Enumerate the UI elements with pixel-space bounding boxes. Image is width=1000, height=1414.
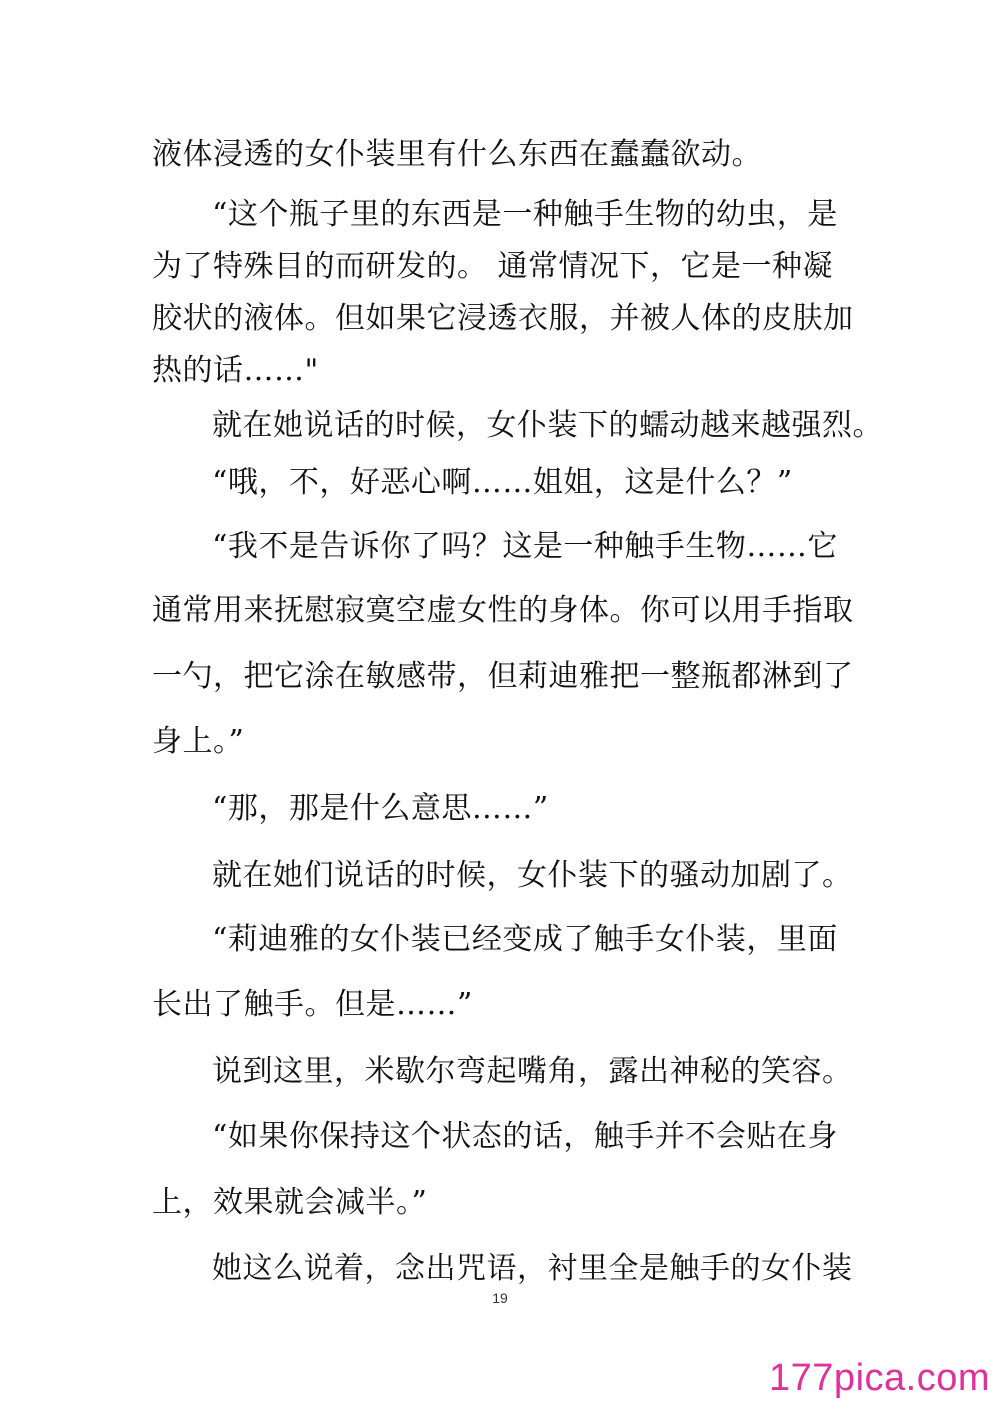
text-line: 一勺，把它涂在敏感带，但莉迪雅把一整瓶都淋到了 xyxy=(152,659,854,694)
watermark-logo: 177pica.com xyxy=(769,1357,990,1399)
text-line: “哦，不，好恶心啊……姐姐，这是什么？” xyxy=(212,465,793,500)
text-line: 就在她说话的时候，女仆装下的蠕动越来越强烈。 xyxy=(212,408,883,443)
page-number: 19 xyxy=(492,1290,508,1306)
text-line: “如果你保持这个状态的话，触手并不会贴在身 xyxy=(212,1119,838,1154)
text-line: 身上。” xyxy=(152,724,245,759)
text-line: 她这么说着，念出咒语，衬里全是触手的女仆装 xyxy=(212,1251,853,1286)
text-line: 通常用来抚慰寂寞空虚女性的身体。你可以用手指取 xyxy=(152,593,854,628)
text-line: “我不是告诉你了吗？这是一种触手生物……它 xyxy=(212,529,838,564)
text-line: 热的话……" xyxy=(152,353,319,388)
text-line: 液体浸透的女仆装里有什么东西在蠢蠢欲动。 xyxy=(152,137,762,172)
text-line: “莉迪雅的女仆装已经变成了触手女仆装，里面 xyxy=(212,922,838,957)
text-line: “这个瓶子里的东西是一种触手生物的幼虫，是 xyxy=(212,197,838,232)
text-line: 说到这里，米歇尔弯起嘴角，露出神秘的笑容。 xyxy=(212,1054,853,1089)
text-line: 上，效果就会减半。” xyxy=(152,1185,428,1220)
text-line: 为了特殊目的而研发的。 通常情况下，它是一种凝 xyxy=(152,249,834,284)
text-line: 长出了触手。但是……” xyxy=(152,987,473,1022)
text-line: 胶状的液体。但如果它浸透衣服，并被人体的皮肤加 xyxy=(152,301,854,336)
text-line: “那，那是什么意思……” xyxy=(212,791,549,826)
text-line: 就在她们说话的时候，女仆装下的骚动加剧了。 xyxy=(212,858,853,893)
